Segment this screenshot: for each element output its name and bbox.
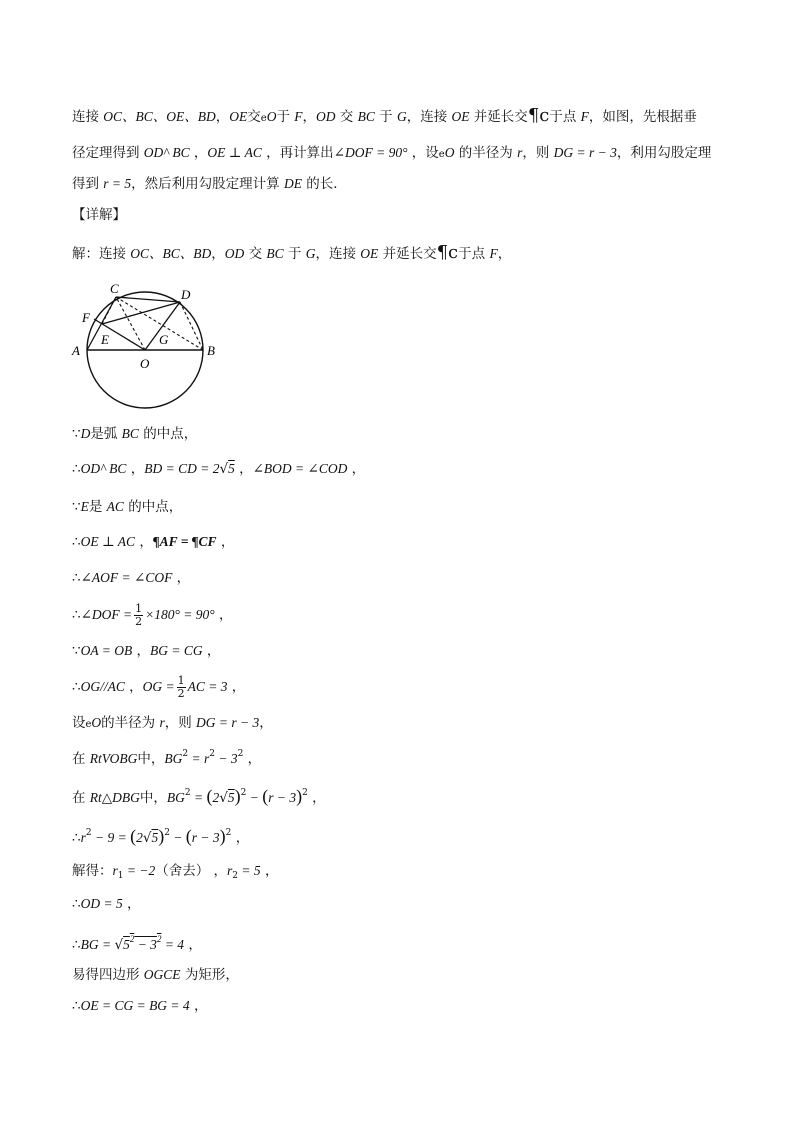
math: OC、BC、OE、BD xyxy=(103,109,216,124)
text: ， xyxy=(135,534,153,550)
label-e: E xyxy=(101,332,109,347)
math: − xyxy=(246,790,263,805)
text: ， xyxy=(259,715,273,731)
text: 于 xyxy=(276,109,295,125)
text: ， xyxy=(202,643,221,659)
math: BD = CD = 2 xyxy=(144,461,220,476)
superscript: 2 xyxy=(209,749,215,759)
paren: ) xyxy=(219,826,226,846)
text: 是弧 xyxy=(90,426,122,442)
intro-line-1 xyxy=(72,106,697,129)
text: 中， xyxy=(137,751,165,767)
label-b: B xyxy=(207,343,215,358)
step-9 xyxy=(72,713,273,735)
circle-symbol: e xyxy=(85,719,92,730)
math: OG = xyxy=(142,679,175,694)
text: ， xyxy=(209,863,228,879)
radicand xyxy=(123,934,162,952)
math: = r xyxy=(188,751,210,766)
text: ， xyxy=(307,790,326,806)
text: 在 xyxy=(72,790,90,806)
text: ， xyxy=(126,461,145,477)
step-10 xyxy=(72,744,261,769)
numerator: 1 xyxy=(177,674,185,687)
math: O xyxy=(444,145,455,160)
step-15 xyxy=(72,929,202,955)
segment-oc xyxy=(116,297,145,350)
text: 在 xyxy=(72,751,90,767)
text: ，则 xyxy=(164,715,197,731)
text: ， xyxy=(211,246,225,262)
text: 连接 xyxy=(72,109,104,125)
math: ∠DOF = 90° xyxy=(333,145,408,160)
step-13 xyxy=(72,861,278,886)
math: r − 3 xyxy=(191,830,220,845)
math: DG = r − 3 xyxy=(196,715,260,730)
paren: ) xyxy=(158,826,165,846)
math: = 5 xyxy=(238,863,261,878)
sqrt-icon: √ xyxy=(219,461,229,477)
superscript: 2 xyxy=(225,828,232,838)
step-17 xyxy=(72,996,207,1016)
math: F xyxy=(489,246,498,261)
math: r xyxy=(227,863,233,878)
math: OE xyxy=(451,109,470,124)
label-a: A xyxy=(72,343,80,358)
math: r xyxy=(517,145,523,160)
math: 5 xyxy=(227,790,235,805)
text: ， xyxy=(347,461,366,477)
text: ， xyxy=(497,246,512,262)
step-2 xyxy=(72,459,365,479)
paren: ( xyxy=(185,826,192,846)
label-f: F xyxy=(82,310,90,325)
math: 5 xyxy=(123,937,130,952)
math: r = 5 xyxy=(103,176,132,191)
text: 交 xyxy=(244,246,267,262)
text: ， xyxy=(124,679,143,695)
math: = 4 xyxy=(161,937,185,952)
text: ， xyxy=(189,145,208,161)
math: E xyxy=(80,499,89,514)
math: r xyxy=(159,715,165,730)
math: 2 xyxy=(212,790,220,805)
math: OC、BC、BD xyxy=(130,246,212,261)
text: ∴ xyxy=(72,607,81,623)
text: ，然后利用勾股定理计算 xyxy=(131,176,284,192)
text: ∴ xyxy=(72,896,81,912)
math: OE = CG = BG = 4 xyxy=(80,998,190,1013)
step-6 xyxy=(72,603,232,628)
text: 的中点， xyxy=(138,426,198,442)
math: BC xyxy=(357,109,375,124)
text: 设 xyxy=(72,715,86,731)
fraction xyxy=(177,675,186,700)
text: 的中点， xyxy=(123,499,183,515)
math: G xyxy=(305,246,316,261)
label-g: G xyxy=(159,332,169,347)
math: 5 xyxy=(151,830,159,845)
text: ， xyxy=(184,937,202,953)
text: ∴ xyxy=(72,461,81,477)
text: 并延长交 xyxy=(378,246,437,262)
math: OD = 5 xyxy=(80,896,123,911)
intro-line-2 xyxy=(72,143,711,165)
math: = xyxy=(190,790,207,805)
numerator: 1 xyxy=(135,602,143,615)
step-1 xyxy=(72,424,197,444)
step-8 xyxy=(72,675,245,700)
text: ，设 xyxy=(407,145,439,161)
text: ∵ xyxy=(72,426,81,442)
math: G xyxy=(396,109,407,124)
step-4 xyxy=(72,532,234,552)
math: ∠AOF = ∠COF xyxy=(80,570,173,585)
text: ，则 xyxy=(522,145,554,161)
segment-de xyxy=(102,302,180,324)
superscript: 2 xyxy=(182,749,189,759)
text: 于 xyxy=(283,246,306,262)
subscript: 2 xyxy=(232,871,239,881)
superscript: 2 xyxy=(129,934,135,944)
text: ， xyxy=(302,109,317,125)
text: ，再计算出 xyxy=(261,145,334,161)
math: − 3 xyxy=(134,937,157,952)
circle-symbol: e xyxy=(438,149,445,160)
math: F xyxy=(580,109,589,124)
sqrt-icon: √ xyxy=(114,937,124,953)
label-d: D xyxy=(181,287,191,302)
math: DG = r − 3 xyxy=(553,145,617,160)
text: ，连接 xyxy=(315,246,361,262)
text: 的半径为 xyxy=(101,715,160,731)
text: ， xyxy=(243,751,262,767)
step-5 xyxy=(72,568,190,588)
text: ∴ xyxy=(72,830,81,846)
math: OE ⊥ AC xyxy=(207,145,262,160)
text: ∴ xyxy=(72,937,81,953)
superscript: 2 xyxy=(184,788,191,798)
text: ， xyxy=(234,461,253,477)
math: DE xyxy=(283,176,302,191)
intro-line-3 xyxy=(72,174,347,194)
text: ， xyxy=(132,643,150,659)
math: − 9 = xyxy=(91,830,131,845)
math: AC = 3 xyxy=(187,679,228,694)
text: ，连接 xyxy=(406,109,452,125)
text: 易得四边形 xyxy=(72,967,144,983)
denominator: 2 xyxy=(177,687,185,700)
math: O xyxy=(91,715,102,730)
text: ， xyxy=(227,679,246,695)
math: OE xyxy=(360,246,379,261)
text: ，利用勾股定理 xyxy=(616,145,712,161)
arc-symbol: ¶c xyxy=(527,105,550,126)
text: ∴ xyxy=(72,570,81,586)
text: ， xyxy=(215,109,230,125)
step-11 xyxy=(72,783,326,808)
math: ∠BOD = ∠COD xyxy=(252,461,348,476)
paren: ( xyxy=(262,786,269,806)
math: O xyxy=(266,109,277,124)
paren: ( xyxy=(206,786,213,806)
superscript: 2 xyxy=(302,788,308,798)
text: ， xyxy=(231,830,250,846)
paren: ) xyxy=(296,786,303,806)
math: Rt△DBG xyxy=(89,790,140,805)
text: ， xyxy=(214,607,233,623)
fraction xyxy=(134,603,143,628)
math: OA = OB xyxy=(80,643,133,658)
detail-heading: 【详解】 xyxy=(72,207,126,223)
math: BG = CG xyxy=(150,643,203,658)
text: ， xyxy=(122,896,141,912)
text: 解得： xyxy=(72,863,113,879)
math: r − 3 xyxy=(268,790,297,805)
step-16 xyxy=(72,965,239,985)
step-7 xyxy=(72,641,220,661)
step-3 xyxy=(72,497,182,517)
sqrt-icon: √ xyxy=(219,790,228,806)
math: F xyxy=(294,109,303,124)
math: OD^ BC xyxy=(80,461,127,476)
step-14 xyxy=(72,894,141,914)
text: 于点 xyxy=(549,109,581,125)
math: BC xyxy=(266,246,284,261)
math: OE xyxy=(229,109,248,124)
math: OG//AC xyxy=(80,679,125,694)
text: 并延长交 xyxy=(469,109,528,125)
text: ， xyxy=(260,863,279,879)
superscript: 2 xyxy=(237,749,244,759)
math: RtVOBG xyxy=(89,751,138,766)
math: BG xyxy=(166,790,185,805)
text: 的半径为 xyxy=(454,145,518,161)
text: 的长． xyxy=(301,176,347,192)
math: OD^ BC xyxy=(143,145,190,160)
superscript: 2 xyxy=(240,788,247,798)
text: ∴ xyxy=(72,998,81,1014)
label-c: C xyxy=(110,281,119,296)
text: 径定理得到 xyxy=(72,145,144,161)
math: r xyxy=(112,863,118,878)
geometry-figure xyxy=(68,280,228,410)
sqrt-icon: √ xyxy=(142,830,152,846)
math: ∠DOF = xyxy=(80,607,133,622)
text: 得到 xyxy=(72,176,104,192)
math: BG xyxy=(164,751,183,766)
text: ， xyxy=(172,570,191,586)
paren: ( xyxy=(130,826,137,846)
math: AC xyxy=(106,499,124,514)
text: ∴ xyxy=(72,679,81,695)
math: r xyxy=(80,830,86,845)
text: ， xyxy=(189,998,208,1014)
math: 2 xyxy=(136,830,143,845)
paren: ) xyxy=(234,786,241,806)
math: ¶AF = ¶CF xyxy=(152,534,217,549)
text: 解：连接 xyxy=(72,246,131,262)
denominator: 2 xyxy=(135,615,143,628)
subscript: 1 xyxy=(117,871,124,881)
text: 为矩形， xyxy=(180,967,239,983)
text: （舍去） xyxy=(155,863,210,879)
math: OGCE xyxy=(143,967,181,982)
math: OD xyxy=(316,109,336,124)
math: BG = xyxy=(80,937,115,952)
math: ×180° = 90° xyxy=(145,607,215,622)
text: 交 xyxy=(335,109,358,125)
math: − xyxy=(169,830,186,845)
math: − 3 xyxy=(214,751,238,766)
text: ∵ xyxy=(72,643,81,659)
text: 于点 xyxy=(458,246,490,262)
math: 5 xyxy=(228,461,235,476)
math: = −2 xyxy=(123,863,156,878)
text: 中， xyxy=(139,790,167,806)
text: 是 xyxy=(88,499,107,515)
superscript: 2 xyxy=(85,828,92,838)
math: BC xyxy=(121,426,139,441)
text: ∴ xyxy=(72,534,81,550)
text: ， xyxy=(216,534,235,550)
label-o: O xyxy=(140,356,150,371)
text: ，如图，先根据垂 xyxy=(588,109,697,125)
math: OD xyxy=(224,246,245,261)
text: 于 xyxy=(374,109,397,125)
math: OE ⊥ AC xyxy=(80,534,136,549)
text: ∵ xyxy=(72,499,81,515)
solution-line-1 xyxy=(72,243,511,264)
superscript: 2 xyxy=(156,934,162,944)
step-12 xyxy=(72,823,249,848)
text: 交 xyxy=(247,109,261,125)
superscript: 2 xyxy=(164,828,170,838)
math: D xyxy=(80,426,91,441)
arc-symbol: ¶c xyxy=(436,242,459,263)
circle-symbol: e xyxy=(260,113,267,124)
